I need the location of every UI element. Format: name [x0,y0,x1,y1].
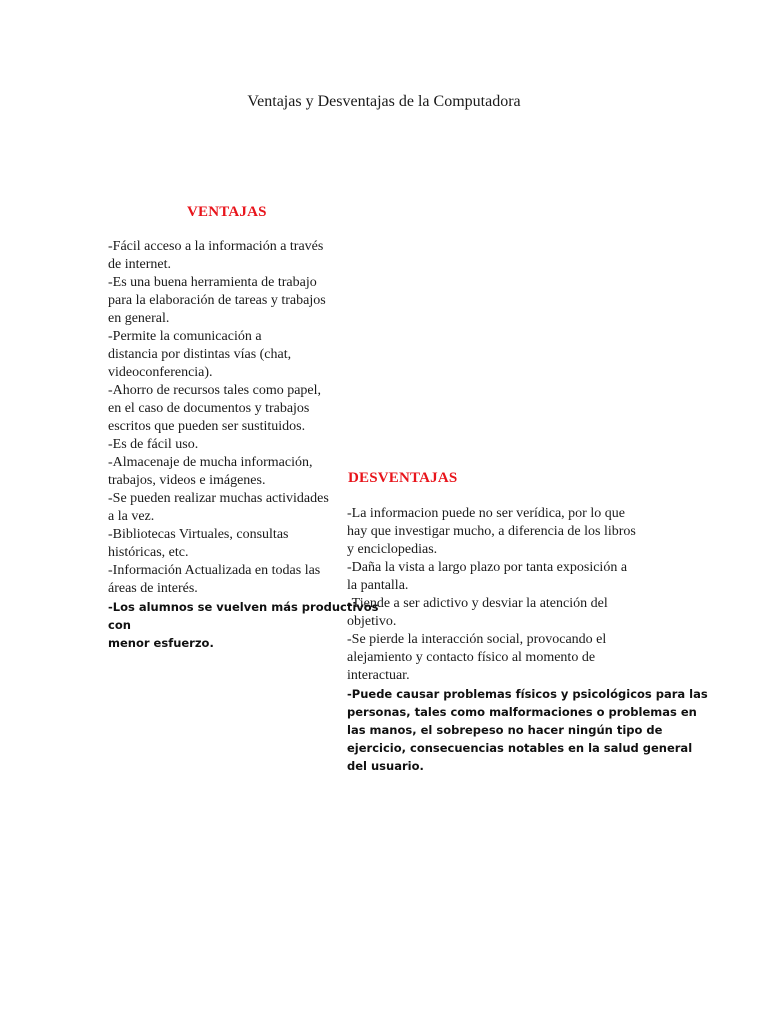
desventajas-bold-line: ejercicio, consecuencias notables en la salud general [347,741,693,755]
page-title: Ventajas y Desventajas de la Computadora [247,93,521,110]
ventajas-line: videoconferencia). [108,365,213,380]
ventajas-line: en general. [108,311,170,326]
ventajas-line: -Es de fácil uso. [108,437,199,452]
desventajas-bold-line: del usuario. [347,759,424,773]
desventajas-line: y enciclopedias. [347,542,438,557]
desventajas-line: interactuar. [347,668,410,683]
desventajas-bold-line: personas, tales como malformaciones o problemas en [347,705,697,719]
ventajas-heading: VENTAJAS [187,204,267,220]
ventajas-bold-line: con [108,618,131,632]
desventajas-line: -Tiende a ser adictivo y desviar la atención del [347,596,608,611]
desventajas-line: alejamiento y contacto físico al momento de [347,650,596,665]
ventajas-line: -Almacenaje de mucha información, [108,455,313,470]
ventajas-line: en el caso de documentos y trabajos [108,401,310,416]
ventajas-line: -Permite la comunicación a [108,329,262,344]
ventajas-line: -Información Actualizada en todas las [108,563,321,578]
ventajas-line: áreas de interés. [108,581,198,596]
ventajas-line: de internet. [108,257,171,272]
ventajas-line: escritos que pueden ser sustituidos. [108,419,306,434]
desventajas-list [347,505,708,775]
desventajas-line: objetivo. [347,614,397,629]
desventajas-bold-line: las manos, el sobrepeso no hacer ningún tipo de [347,723,663,737]
ventajas-line: históricas, etc. [108,545,189,560]
desventajas-line: hay que investigar mucho, a diferencia de los libros [347,524,636,539]
ventajas-list [108,238,379,652]
desventajas-line: -Daña la vista a largo plazo por tanta exposición a [347,560,628,575]
desventajas-line: -La informacion puede no ser verídica, por lo que [347,506,625,521]
ventajas-line: -Ahorro de recursos tales como papel, [108,383,322,398]
ventajas-line: -Es una buena herramienta de trabajo [108,275,317,290]
desventajas-line: -Se pierde la interacción social, provocando el [347,632,607,647]
ventajas-line: distancia por distintas vías (chat, [108,347,292,362]
ventajas-line: trabajos, videos e imágenes. [108,473,266,488]
ventajas-line: -Fácil acceso a la información a través [108,239,324,254]
ventajas-bold-line: menor esfuerzo. [108,636,214,650]
desventajas-heading: DESVENTAJAS [348,470,458,486]
ventajas-line: para la elaboración de tareas y trabajos [108,293,326,308]
desventajas-bold-line: -Puede causar problemas físicos y psicológicos para las [347,687,708,701]
ventajas-bold-line: -Los alumnos se vuelven más productivos [108,600,379,614]
ventajas-line: -Bibliotecas Virtuales, consultas [108,527,289,542]
desventajas-line: la pantalla. [347,578,409,593]
ventajas-line: -Se pueden realizar muchas actividades [108,491,329,506]
ventajas-line: a la vez. [108,509,155,524]
